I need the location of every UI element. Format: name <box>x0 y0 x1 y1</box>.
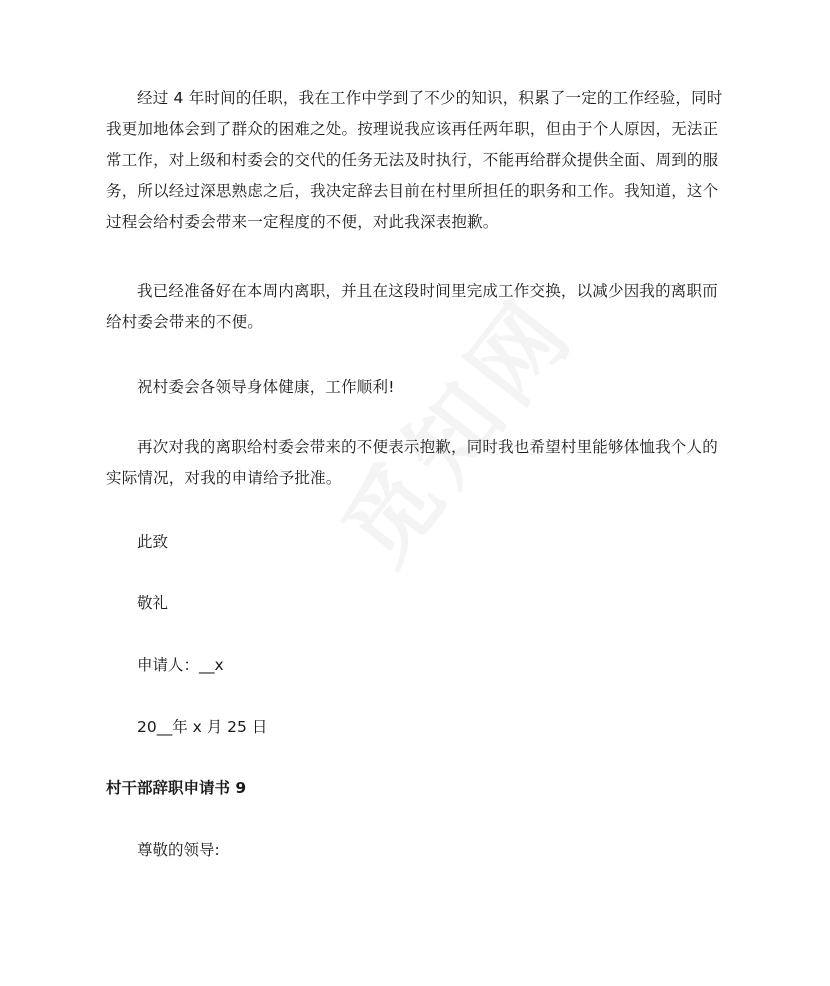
paragraph-resignation-reason: 经过 4 年时间的任职，我在工作中学到了不少的知识，积累了一定的工作经验，同时我更加地体会到了群众的困难之处。按理说我应该再任两年职，但由于个人原因，无法正常工作，对上级和村委会的交代的任务无法及时执行，不能再给群众提供全面、周到的服务，所以经过深思熟虑之后，我决定辞去目前在村里所担任的职务和工作。我知道，这个过程会给村委会带来一定程度的不便，对此我深表抱歉。 <box>106 89 723 231</box>
paragraph-wishes: 祝村委会各领导身体健康，工作顺利! <box>137 378 395 396</box>
section-heading: 村干部辞职申请书 9 <box>106 779 247 797</box>
salutation: 尊敬的领导: <box>137 841 220 859</box>
date-line: 20__年 x 月 25 日 <box>137 718 268 736</box>
applicant-line: 申请人：__x <box>137 656 224 674</box>
closing-jingli: 敬礼 <box>137 594 169 612</box>
paragraph-apology: 再次对我的离职给村委会带来的不便表示抱歉，同时我也希望村里能够体恤我个人的实际情况，对我的申请给予批准。 <box>106 438 718 487</box>
closing-cizhi: 此致 <box>137 533 169 551</box>
paragraph-departure-plan: 我已经准备好在本周内离职，并且在这段时间里完成工作交换，以减少因我的离职而给村委会带来的不便。 <box>106 282 718 331</box>
